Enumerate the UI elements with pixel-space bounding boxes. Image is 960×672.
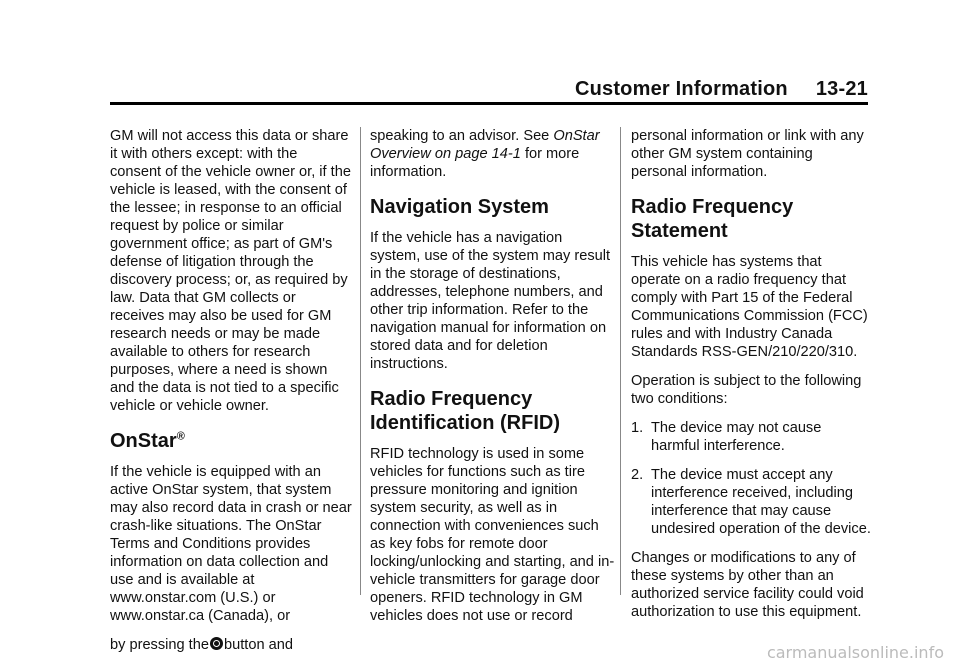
watermark: carmanualsonline.info (766, 643, 944, 662)
radio-frequency-paragraph: This vehicle has systems that operate on a radio frequency that comply with Part 15 of the Federal Communications Commission (FCC) rules and with Industry Canada Standards RSS-GEN/210/220/310. (631, 254, 868, 360)
list-marker: 2. (631, 467, 644, 483)
navigation-heading: Navigation System (370, 196, 549, 218)
list-item-text: The device may not cause harmful interference. (651, 420, 822, 454)
onstar-button-line: by pressing the button and (110, 637, 293, 653)
page-header (0, 78, 868, 104)
rfid-paragraph: RFID technology is used in some vehicles for functions such as tire pressure monitoring and ignition system security, as well as in connection with conveniences such as key fobs for remote door locking/unlocking and starting, and in-vehicle transmitters for garage door openers. RFID technology in GM vehicles does not use or record (370, 446, 615, 624)
data-access-paragraph: GM will not access this data or share it with others except: with the consent of the vehicle owner or, if the vehicle is leased, with the consent of the lessee; in response to an official request by police or similar government office; as part of GM's defense of litigation through the discovery process; or, as required by law. Data that GM collects or receives may also be used for GM research needs or may be made available to others for research purposes, where a need is shown and the data is not tied to a specific vehicle or vehicle owner. (110, 128, 351, 414)
column-divider (360, 127, 361, 595)
onstar-heading: OnStar® (110, 430, 185, 452)
list-item (631, 419, 871, 455)
navigation-paragraph: If the vehicle has a navigation system, use of the system may result in the storage of destinations, addresses, telephone numbers, and other trip information. Refer to the navigation manual for information on stored data and for deletion instructions. (370, 230, 611, 372)
rfid-heading: Radio Frequency Identification (RFID) (370, 388, 560, 434)
registered-mark: ® (176, 430, 185, 443)
list-marker: 1. (631, 420, 644, 436)
header-rule (110, 102, 868, 105)
radio-frequency-heading: Radio Frequency Statement (631, 196, 794, 242)
list-item (631, 466, 871, 538)
column-divider (620, 127, 621, 595)
column-1 (110, 127, 352, 665)
section-title: Customer Information (574, 78, 788, 100)
onstar-button-icon (210, 637, 223, 650)
column-3 (631, 127, 871, 632)
rfid-continuation: personal information or link with any other GM system containing personal information. (631, 128, 864, 180)
closing-paragraph: Changes or modifications to any of these systems by other than an authorized service facility could void authorization to use this equipment. (631, 550, 864, 620)
conditions-intro: Operation is subject to the following two conditions: (631, 373, 862, 407)
list-item-text: The device must accept any interference received, including interference that may cause undesired operation of the device. (651, 467, 871, 537)
onstar-continuation: speaking to an advisor. See OnStar Overview on page 14-1 for more information. (370, 128, 600, 180)
onstar-paragraph: If the vehicle is equipped with an active OnStar system, that system may also record data in crash or near crash-like situations. The OnStar Terms and Conditions provides information on data collection and use and is available at www.onstar.com (U.S.) or www.onstar.ca (Canada), or (110, 464, 352, 624)
page-number: 13-21 (815, 78, 868, 100)
onstar-overview-reference: OnStar Overview on page 14-1 (370, 128, 600, 162)
column-2 (370, 127, 616, 636)
